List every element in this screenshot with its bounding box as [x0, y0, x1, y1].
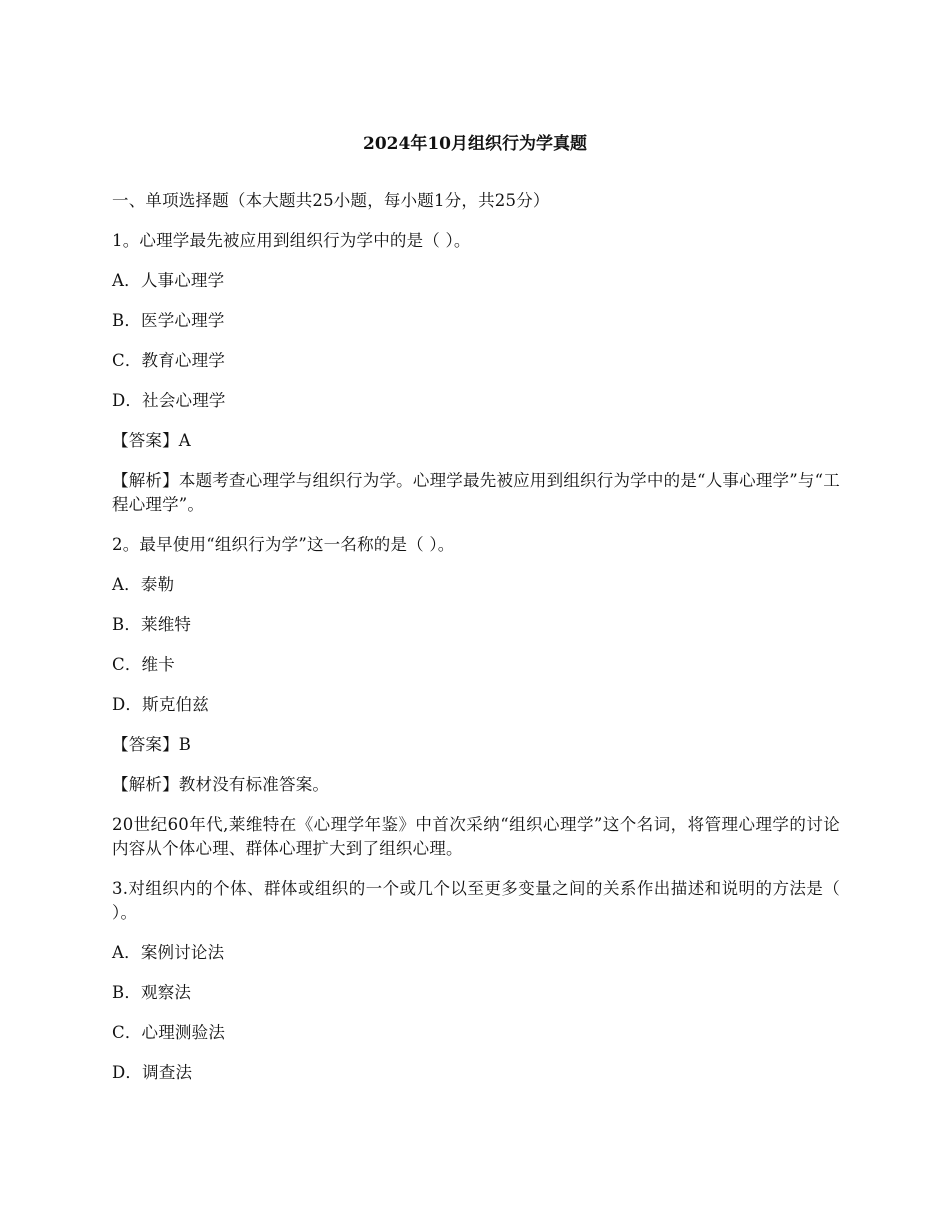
section-heading: 一、单项选择题（本大题共25小题，每小题1分，共25分） — [112, 191, 550, 210]
question-1-option-d: D．社会心理学 — [112, 391, 226, 410]
question-3-stem: 3.对组织内的个体、群体或组织的一个或几个以至更多变量之间的关系作出描述和说明的方法是（ ）。 — [112, 879, 840, 922]
question-2-answer: 【答案】B — [112, 735, 192, 754]
question-3-option-b: B．观察法 — [112, 983, 192, 1002]
question-2-option-c: C．维卡 — [112, 655, 175, 674]
question-3-option-a: A．案例讨论法 — [112, 943, 225, 962]
question-2-option-b: B．莱维特 — [112, 615, 192, 634]
question-1-option-c: C．教育心理学 — [112, 351, 226, 370]
question-2-analysis: 【解析】教材没有标准答案。 — [112, 775, 330, 794]
question-3-option-c: C．心理测验法 — [112, 1023, 226, 1042]
question-2-stem: 2。最早使用“组织行为学”这一名称的是（ ）。 — [112, 535, 455, 554]
question-3-option-d: D．调查法 — [112, 1063, 193, 1082]
question-2-note: 20世纪60年代,莱维特在《心理学年鉴》中首次采纳“组织心理学”这个名词，将管理心理学的讨论内容从个体心理、群体心理扩大到了组织心理。 — [112, 815, 840, 858]
question-2-option-a: A．泰勒 — [112, 575, 175, 594]
question-1-stem: 1。心理学最先被应用到组织行为学中的是（ ）。 — [112, 231, 471, 250]
question-1-option-b: B．医学心理学 — [112, 311, 225, 330]
question-2-option-d: D．斯克伯兹 — [112, 695, 209, 714]
question-1-answer: 【答案】A — [112, 431, 191, 450]
question-1-analysis: 【解析】本题考查心理学与组织行为学。心理学最先被应用到组织行为学中的是“人事心理学”与“工程心理学”。 — [112, 471, 840, 514]
page-title: 2024年10月组织行为学真题 — [363, 134, 587, 154]
question-1-option-a: A．人事心理学 — [112, 271, 225, 290]
